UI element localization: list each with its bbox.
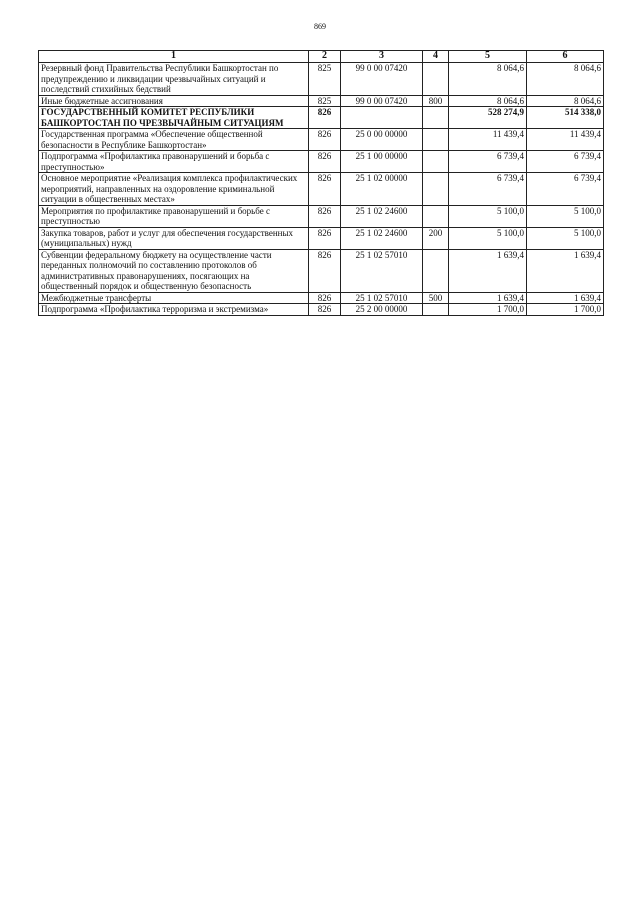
row-dept-code-cell: 826 (309, 173, 341, 206)
row-dept-code-cell: 826 (309, 107, 341, 129)
page-number: 869 (314, 22, 326, 31)
table-row (39, 129, 604, 151)
table-row (39, 151, 604, 173)
row-target-code-cell: 25 1 00 00000 (341, 151, 423, 173)
row-amount-5-cell: 6 739,4 (449, 173, 527, 206)
row-dept-code-cell: 826 (309, 129, 341, 151)
row-dept-code-cell: 825 (309, 95, 341, 107)
table-row (39, 249, 604, 292)
row-amount-5-cell: 6 739,4 (449, 151, 527, 173)
row-amount-6-cell: 5 100,0 (527, 227, 604, 249)
row-amount-6-cell: 11 439,4 (527, 129, 604, 151)
row-dept-code-cell: 826 (309, 292, 341, 304)
row-amount-6-cell: 6 739,4 (527, 151, 604, 173)
row-expense-type-cell (423, 151, 449, 173)
row-amount-5-cell: 5 100,0 (449, 205, 527, 227)
row-amount-5-cell: 8 064,6 (449, 95, 527, 107)
row-amount-6-cell: 6 739,4 (527, 173, 604, 206)
row-amount-6-cell: 1 700,0 (527, 304, 604, 316)
row-target-code-cell: 25 1 02 24600 (341, 227, 423, 249)
row-expense-type-cell (423, 129, 449, 151)
row-expense-type-cell: 500 (423, 292, 449, 304)
row-amount-5-cell: 1 639,4 (449, 249, 527, 292)
row-target-code-cell: 25 1 02 57010 (341, 249, 423, 292)
row-dept-code-cell: 826 (309, 227, 341, 249)
row-name-cell: Государственная программа «Обеспечение общественной безопасности в Республике Башкортостан» (39, 129, 309, 151)
table-row (39, 173, 604, 206)
budget-table (38, 50, 604, 316)
row-name-cell: ГОСУДАРСТВЕННЫЙ КОМИТЕТ РЕСПУБЛИКИ БАШКОРТОСТАН ПО ЧРЕЗВЫЧАЙНЫМ СИТУАЦИЯМ (39, 107, 309, 129)
row-amount-5-cell: 11 439,4 (449, 129, 527, 151)
row-name-cell: Субвенции федеральному бюджету на осуществление части переданных полномочий по составлению протоколов об административных правонарушениях, посягающих на общественный порядок и общественную безопасность (39, 249, 309, 292)
row-name-cell: Подпрограмма «Профилактика терроризма и экстремизма» (39, 304, 309, 316)
row-name-cell: Иные бюджетные ассигнования (39, 95, 309, 107)
table-row (39, 292, 604, 304)
row-name-cell: Межбюджетные трансферты (39, 292, 309, 304)
row-name-cell: Мероприятия по профилактике правонарушений и борьбе с преступностью (39, 205, 309, 227)
row-amount-5-cell: 8 064,6 (449, 63, 527, 96)
row-dept-code-cell: 826 (309, 151, 341, 173)
row-name-cell: Основное мероприятие «Реализация комплекса профилактических мероприятий, направленных на оздоровление криминальной ситуации в общественных местах» (39, 173, 309, 206)
column-header: 2 (309, 51, 341, 63)
row-target-code-cell: 25 1 02 00000 (341, 173, 423, 206)
row-target-code-cell: 25 2 00 00000 (341, 304, 423, 316)
table-body (39, 63, 604, 316)
row-dept-code-cell: 826 (309, 205, 341, 227)
row-amount-6-cell: 8 064,6 (527, 95, 604, 107)
row-amount-6-cell: 1 639,4 (527, 249, 604, 292)
column-header: 4 (423, 51, 449, 63)
table-row (39, 107, 604, 129)
row-target-code-cell (341, 107, 423, 129)
table-row (39, 95, 604, 107)
row-amount-5-cell: 5 100,0 (449, 227, 527, 249)
row-expense-type-cell (423, 249, 449, 292)
row-expense-type-cell (423, 107, 449, 129)
table-row (39, 205, 604, 227)
row-amount-5-cell: 1 639,4 (449, 292, 527, 304)
row-expense-type-cell (423, 63, 449, 96)
row-expense-type-cell (423, 173, 449, 206)
row-expense-type-cell: 200 (423, 227, 449, 249)
column-header: 3 (341, 51, 423, 63)
column-header: 1 (39, 51, 309, 63)
row-name-cell: Закупка товаров, работ и услуг для обеспечения государственных (муниципальных) нужд (39, 227, 309, 249)
row-dept-code-cell: 826 (309, 304, 341, 316)
row-target-code-cell: 25 0 00 00000 (341, 129, 423, 151)
row-amount-5-cell: 1 700,0 (449, 304, 527, 316)
table-row (39, 63, 604, 96)
row-name-cell: Резервный фонд Правительства Республики Башкортостан по предупреждению и ликвидации чрезвычайных ситуаций и последствий стихийных бедствий (39, 63, 309, 96)
row-amount-6-cell: 1 639,4 (527, 292, 604, 304)
table-header-row (39, 51, 604, 63)
row-amount-6-cell: 8 064,6 (527, 63, 604, 96)
row-expense-type-cell: 800 (423, 95, 449, 107)
row-target-code-cell: 25 1 02 24600 (341, 205, 423, 227)
row-dept-code-cell: 826 (309, 249, 341, 292)
row-dept-code-cell: 825 (309, 63, 341, 96)
table-row (39, 227, 604, 249)
table-row (39, 304, 604, 316)
row-target-code-cell: 99 0 00 07420 (341, 95, 423, 107)
column-header: 5 (449, 51, 527, 63)
row-target-code-cell: 99 0 00 07420 (341, 63, 423, 96)
row-name-cell: Подпрограмма «Профилактика правонарушений и борьба с преступностью» (39, 151, 309, 173)
column-header: 6 (527, 51, 604, 63)
row-amount-6-cell: 514 338,0 (527, 107, 604, 129)
row-amount-6-cell: 5 100,0 (527, 205, 604, 227)
row-expense-type-cell (423, 205, 449, 227)
row-amount-5-cell: 528 274,9 (449, 107, 527, 129)
row-target-code-cell: 25 1 02 57010 (341, 292, 423, 304)
row-expense-type-cell (423, 304, 449, 316)
